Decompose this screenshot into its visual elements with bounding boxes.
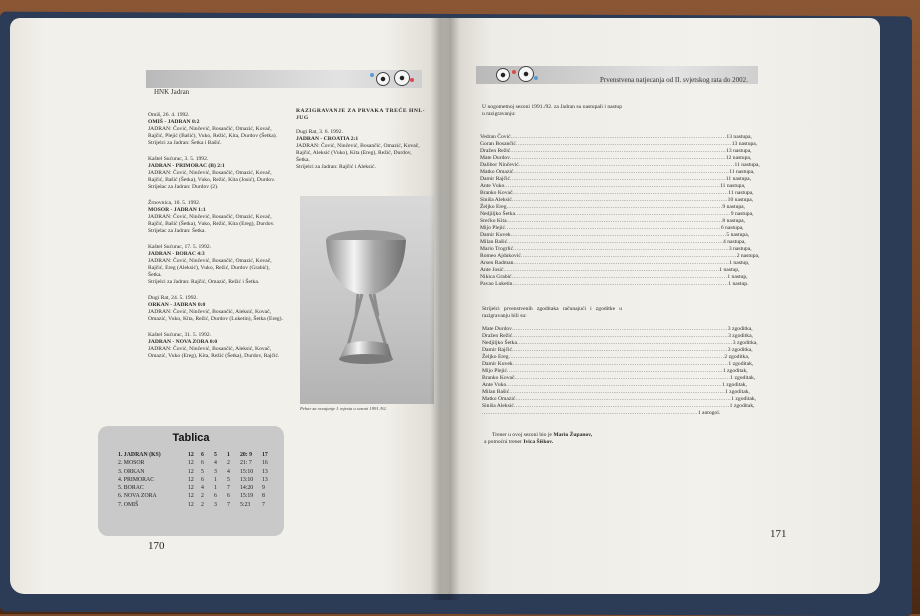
trophy-photo xyxy=(300,196,434,404)
table-value-cell: 7 xyxy=(227,485,230,492)
table-value-cell: 4 xyxy=(214,460,217,467)
player-count: 4 nastupa, xyxy=(723,239,746,245)
table-row xyxy=(118,502,275,510)
playoff-scorers: Strijelci za Jadran: Rajčić i Aleksić. xyxy=(296,164,376,170)
match-result: OMIŠ - JADRAN 0:2 xyxy=(148,119,200,125)
table-value-cell: 3 xyxy=(214,501,217,508)
player-count: 1 nastup, xyxy=(729,260,750,266)
appearance-row xyxy=(480,148,752,155)
player-name: Mijo Plejić xyxy=(480,225,506,231)
player-count: 2 nastupa, xyxy=(736,253,760,259)
scorers-intro: Strijelci prvenstvenih zgoditaka računajući i zgoditke u razigravanju bili su: xyxy=(482,306,622,319)
player-name: Pavao Luketin xyxy=(480,281,513,287)
player-count: 8 nastupa, xyxy=(722,218,746,224)
match-place-date: Kaštel Sućurac, 17. 5. 1992. xyxy=(148,244,212,250)
player-count: 1 zgoditak, xyxy=(728,361,754,367)
scorer-row xyxy=(482,368,748,375)
dot-leader: ........................................................................................................................ xyxy=(514,211,731,217)
table-value-cell: 6 xyxy=(201,452,204,458)
dot-leader: ........................................................................................................................ xyxy=(505,225,721,231)
match-scorers: Strijelci za Jadran: Šetka i Bašić. xyxy=(148,140,222,146)
match-lineup: JADRAN: Čović, Ninčević, Bosančić, Aleksić, Kovač, Omazić, Vuko (Ereg), Kita, Režić (Šetka), Durdov, Rajčić. xyxy=(148,346,280,359)
scorer-row xyxy=(482,347,753,354)
match-entry xyxy=(148,112,284,147)
match-result: MOSOR - JADRAN 1:1 xyxy=(148,207,206,213)
scorer-row xyxy=(482,382,747,389)
coach-line-1: Trener u ovoj sezoni bio je xyxy=(492,432,552,438)
match-lineup: JADRAN: Čović, Ninčević, Bosančić, Aleksić, Kovač, Omazić, Vuko, Kita, Režić, Durdov (Luketin), Šetka (Ereg). xyxy=(148,309,283,322)
playoff-section xyxy=(296,108,426,171)
match-place-date: Dugi Rat, 24. 5. 1992. xyxy=(148,295,198,301)
player-name: Milan Bašić xyxy=(482,389,510,395)
dot-leader: ........................................................................................................................ xyxy=(509,389,726,395)
dot-leader: ........................................................................................................................ xyxy=(512,190,729,196)
scorer-row xyxy=(482,389,750,396)
appearance-row xyxy=(480,190,754,197)
player-count: 2 zgoditka, xyxy=(724,354,750,360)
appearance-row xyxy=(480,225,744,232)
table-value-cell: 15:19 xyxy=(240,493,254,500)
player-count: 3 nastupa, xyxy=(728,246,752,252)
player-name: Branko Kovač xyxy=(482,375,515,381)
appearance-row xyxy=(480,141,758,148)
table-value-cell: 6 xyxy=(201,460,204,467)
soccer-ball-icon xyxy=(496,68,510,82)
table-row xyxy=(118,493,275,501)
player-count: 1 zgoditak, xyxy=(722,368,748,374)
dot-leader: ........................................................................................................................ xyxy=(513,246,729,252)
player-name: Siniša Aleksić xyxy=(480,197,512,203)
open-book xyxy=(4,18,904,608)
match-place-date: Kaštel Sućurac, 3. 5. 1992. xyxy=(148,156,209,162)
dot-leader: ........................................................................................................................ xyxy=(511,347,728,353)
left-running-header: HNK Jadran xyxy=(154,88,190,96)
dot-leader: ........................................................................................................................ xyxy=(507,239,724,245)
scorer-row xyxy=(482,354,750,361)
player-count: 1 nastup, xyxy=(727,274,748,280)
dot-leader: ........................................................................................................................ xyxy=(508,354,725,360)
table-value-cell: 7 xyxy=(227,501,230,508)
table-value-cell: 7 xyxy=(262,501,265,508)
table-value-cell: 20: 9 xyxy=(240,452,253,458)
table-value-cell: 6 xyxy=(214,493,217,500)
match-entry xyxy=(148,156,284,191)
dot-leader: ........................................................................................................................ xyxy=(512,361,729,367)
appearance-row xyxy=(480,204,746,211)
dot-leader: ........................................................................................................................ xyxy=(509,155,726,161)
table-value-cell: 13 xyxy=(262,476,268,483)
dot-leader: ........................................................................................................................ xyxy=(513,260,730,266)
playoff-heading: RAZIGRAVANJE ZA PRVAKA TREĆE HNL-JUG xyxy=(296,108,426,121)
dot-leader: ........................................................................................................................ xyxy=(506,218,723,224)
match-result: JADRAN - NOVA ZORA 0:0 xyxy=(148,339,218,345)
player-name: Srećko Kita xyxy=(480,218,507,224)
table-value-cell: 6 xyxy=(201,476,204,483)
appearance-row xyxy=(480,274,748,281)
table-value-cell: 12 xyxy=(188,468,194,475)
player-count: 1 zgoditak, xyxy=(722,382,747,388)
player-count: 11 nastupa, xyxy=(728,190,754,196)
player-count: 5 nastupa, xyxy=(726,232,750,238)
soccer-ball-icon xyxy=(518,66,534,82)
player-name: Nedjiljko Šetka xyxy=(482,340,517,346)
scorer-row xyxy=(482,403,755,410)
dot-leader: ........................................................................................................................ xyxy=(506,382,723,388)
player-count: 3 zgoditka, xyxy=(728,333,753,339)
match-result: JADRAN - PRIMORAC (B) 2:1 xyxy=(148,163,225,169)
player-name: Mate Durdov xyxy=(480,155,510,161)
match-entry xyxy=(148,295,284,323)
table-value-cell: 15:10 xyxy=(240,468,254,475)
table-value-cell: 4 xyxy=(227,468,230,475)
table-value-cell: 12 xyxy=(188,485,194,492)
appearance-row xyxy=(480,169,755,176)
scorer-row xyxy=(482,375,756,382)
player-name: Milan Bašić xyxy=(480,239,508,245)
table-value-cell: 1 xyxy=(227,452,230,458)
coach-line-2: a pomoćni trener xyxy=(484,439,522,445)
player-count: 3 zgoditka, xyxy=(727,347,753,353)
standings-table xyxy=(118,452,275,510)
right-page xyxy=(448,18,880,594)
appearance-row xyxy=(480,155,752,162)
dot-leader: ........................................................................................................................ xyxy=(482,410,698,416)
match-scorers: Strijelac za Jadran: Durdov (2). xyxy=(148,184,219,190)
appearance-row xyxy=(480,176,752,183)
table-team-cell: 5. BORAC xyxy=(118,485,144,492)
left-page-number: 170 xyxy=(148,540,165,552)
player-name: Dražen Režić xyxy=(482,333,513,339)
dot-leader: ........................................................................................................................ xyxy=(513,403,730,409)
table-value-cell: 17 xyxy=(262,452,268,458)
dot-leader: ........................................................................................................................ xyxy=(515,141,732,147)
dot-leader: ........................................................................................................................ xyxy=(510,148,727,154)
player-count: 1 zgoditak, xyxy=(730,375,756,381)
dot-leader: ........................................................................................................................ xyxy=(504,183,721,189)
player-count: 1 autogol. xyxy=(697,410,721,416)
player-name: Dalibor Ninčević xyxy=(480,162,519,168)
player-name: Ante Josić xyxy=(480,267,504,273)
player-count: 10 nastupa, xyxy=(727,197,754,203)
appearance-row xyxy=(480,162,760,169)
table-value-cell: 2 xyxy=(201,493,204,500)
trophy-icon xyxy=(300,196,434,404)
player-count: 1 nastup. xyxy=(728,281,749,287)
dot-leader: ........................................................................................................................ xyxy=(520,253,737,259)
appearance-row xyxy=(480,281,749,288)
player-count: 11 nastupa, xyxy=(734,162,760,168)
player-name: Matko Omazić xyxy=(482,396,516,402)
table-row xyxy=(118,452,275,460)
appearance-row xyxy=(480,197,754,204)
table-team-cell: 2. MOSOR xyxy=(118,460,145,467)
match-lineup: JADRAN: Čović, Ninčević, Bosančić, Omazić, Kovač, Rajčić, Plejić (Bašić), Vuko, Režić, Kita, Durdov (Šetka). xyxy=(148,126,277,139)
player-count: 11 nastupa, xyxy=(729,169,755,175)
soccer-ball-icon xyxy=(394,70,410,86)
player-name: Damir Kuvek xyxy=(482,361,513,367)
match-place-date: Kaštel Sućurac, 31. 5. 1992. xyxy=(148,332,212,338)
book-spine-shadow xyxy=(440,18,460,600)
dot-leader: ........................................................................................................................ xyxy=(514,375,731,381)
table-value-cell: 2 xyxy=(201,501,204,508)
table-value-cell: 12 xyxy=(188,493,194,500)
left-page xyxy=(10,18,450,594)
match-place-date: Žrnovnica, 10. 5. 1992. xyxy=(148,200,201,206)
table-value-cell: 2 xyxy=(227,460,230,467)
table-value-cell: 4 xyxy=(201,485,204,492)
player-name: Mijo Plejić xyxy=(482,368,508,374)
appearance-row xyxy=(480,253,760,260)
dot-leader: ........................................................................................................................ xyxy=(512,281,729,287)
match-entry xyxy=(148,200,284,235)
right-page-number: 171 xyxy=(770,528,787,540)
player-name: Siniša Aleksić xyxy=(482,403,514,409)
scorer-row xyxy=(482,361,754,368)
table-value-cell: 5:23 xyxy=(240,501,251,508)
appearance-row xyxy=(480,134,752,141)
dot-leader: ........................................................................................................................ xyxy=(506,204,723,210)
table-value-cell: 16 xyxy=(262,460,268,467)
dot-leader: ........................................................................................................................ xyxy=(518,162,735,168)
table-value-cell: 3 xyxy=(214,468,217,475)
playoff-place-date: Dugi Rat, 3. 6. 1992. xyxy=(296,129,343,135)
appearance-row xyxy=(480,267,740,274)
appearance-row xyxy=(480,260,750,267)
table-value-cell: 12 xyxy=(188,460,194,467)
playoff-lineup: JADRAN: Čović, Ninčević, Bosančić, Omazić, Kovač, Rajčić, Aleksić (Vuko), Kita (Ereg), Režić, Durdov, Šetka. xyxy=(296,143,420,163)
match-entry xyxy=(148,244,284,286)
table-value-cell: 1 xyxy=(214,485,217,492)
table-value-cell: 5 xyxy=(227,476,230,483)
player-name: Goran Bosančić xyxy=(480,141,516,147)
player-name: Damir Rajčić xyxy=(482,347,512,353)
dot-leader: ........................................................................................................................ xyxy=(510,134,727,140)
player-name: Nedjiljko Šetka xyxy=(480,211,515,217)
player-count: 1 nastup, xyxy=(719,267,740,273)
player-count: 9 nastupa, xyxy=(722,204,746,210)
table-value-cell: 14:20 xyxy=(240,485,254,492)
player-name: Dražen Režić xyxy=(480,148,511,154)
dot-leader: ........................................................................................................................ xyxy=(516,340,733,346)
match-place-date: Omiš, 26. 4. 1992. xyxy=(148,112,190,118)
match-list xyxy=(148,112,284,369)
player-name: Željko Ereg xyxy=(482,354,509,360)
table-team-cell: 3. ORKAN xyxy=(118,468,145,475)
table-team-cell: 6. NOVA ZORA xyxy=(118,493,157,500)
soccer-ball-icon xyxy=(376,72,390,86)
match-scorers: Strijelci za Jadran: Rajčić, Omazić, Režić i Šetka. xyxy=(148,279,260,285)
player-name: Mate Durdov xyxy=(482,326,512,332)
dot-leader: ........................................................................................................................ xyxy=(511,326,728,332)
dot-leader: ........................................................................................................................ xyxy=(509,176,726,182)
table-team-cell: 1. JADRAN (KS) xyxy=(118,452,161,458)
player-count: 1 zgoditak, xyxy=(731,396,757,402)
player-name: Ante Vuko xyxy=(480,183,505,189)
table-value-cell: 5 xyxy=(201,468,204,475)
scorers-list xyxy=(482,326,758,417)
photo-caption: Pehar za osvajanje I. mjesta u sezoni 1991./92. xyxy=(300,406,387,411)
red-dot-icon xyxy=(410,78,414,82)
player-name: Matko Omazić xyxy=(480,169,514,175)
match-result: ORKAN - JADRAN 0:0 xyxy=(148,302,206,308)
player-name: Branko Kovač xyxy=(480,190,513,196)
table-value-cell: 8 xyxy=(262,493,265,500)
table-value-cell: 13:10 xyxy=(240,476,254,483)
scorer-row xyxy=(482,333,753,340)
table-row xyxy=(118,485,275,493)
player-name: Damir Rajčić xyxy=(480,176,510,182)
match-scorers: Strijelac za Jadran: Šetka. xyxy=(148,228,206,234)
player-count: 6 nastupa, xyxy=(720,225,744,231)
blue-dot-icon xyxy=(534,76,538,80)
appearance-row xyxy=(480,211,754,218)
table-value-cell: 21: 7 xyxy=(240,460,252,467)
dot-leader: ........................................................................................................................ xyxy=(511,197,728,203)
appearance-row xyxy=(480,246,752,253)
scorer-row xyxy=(482,326,753,333)
player-count: 11 nastupa, xyxy=(725,176,752,182)
scorer-row xyxy=(482,340,758,347)
player-count: 3 zgoditka, xyxy=(732,340,758,346)
scorer-row xyxy=(482,396,757,403)
player-name: Željko Ereg xyxy=(480,204,507,210)
player-name: Mario Trogrlić xyxy=(480,246,514,252)
match-lineup: JADRAN: Čović, Ninčević, Bosančić, Omazić, Kovač, Rajčić, Bašić (Šetka), Vuko, Režić, Kita (Josić), Durdov. xyxy=(148,170,276,183)
coach-note xyxy=(484,432,630,446)
playoff-result: JADRAN - CROATIA 2:1 xyxy=(296,136,359,142)
blue-dot-icon xyxy=(370,73,374,77)
table-value-cell: 5 xyxy=(214,452,217,458)
match-lineup: JADRAN: Čović, Ninčević, Bosančić, Omazić, Kovač, Rajčić, Bašić (Šetka), Vuko, Režić, Kita (Ereg), Durdov. xyxy=(148,214,275,227)
dot-leader: ........................................................................................................................ xyxy=(515,396,732,402)
right-running-header: Prvenstvena natjecanja od II. svjetskog rata do 2002. xyxy=(600,76,748,84)
dot-leader: ........................................................................................................................ xyxy=(503,267,720,273)
table-row xyxy=(118,469,275,477)
player-count: 12 nastupa, xyxy=(725,155,752,161)
appearance-row xyxy=(480,239,746,246)
player-name: Romeo Ajduković xyxy=(480,253,521,259)
match-entry xyxy=(148,332,284,360)
table-value-cell: 13 xyxy=(262,468,268,475)
table-team-cell: 4. PRIMORAC xyxy=(118,476,155,483)
player-count: 3 zgoditka, xyxy=(727,326,753,332)
player-name: Arsen Radman xyxy=(480,260,514,266)
appearance-row xyxy=(480,183,746,190)
dot-leader: ........................................................................................................................ xyxy=(507,368,723,374)
assistant-name: Ivica Šiškov. xyxy=(523,439,554,445)
table-value-cell: 12 xyxy=(188,501,194,508)
table-team-cell: 7. OMIŠ xyxy=(118,501,139,508)
table-row xyxy=(118,460,275,468)
player-name: Damir Kuvek xyxy=(480,232,511,238)
dot-leader: ........................................................................................................................ xyxy=(513,169,730,175)
player-name: Vedran Čović xyxy=(480,134,511,140)
player-name: Ante Vuko xyxy=(482,382,507,388)
player-count: 13 nastupa, xyxy=(731,141,758,147)
match-lineup: JADRAN: Čović, Ninčević, Bosančić, Omazić, Kovač, Rajčić, Ereg (Aleksić), Vuko, Režić, Durdov (Grabić), Šetka. xyxy=(148,258,272,278)
player-count: 9 nastupa, xyxy=(730,211,754,217)
player-name: Nikica Grabić xyxy=(480,274,512,280)
coach-name: Mario Županov, xyxy=(553,432,593,438)
player-count: 1 zgoditak, xyxy=(725,389,750,395)
table-row xyxy=(118,477,275,485)
table-title: Tablica xyxy=(172,432,210,444)
player-count: 11 nastupa, xyxy=(720,183,746,189)
table-value-cell: 12 xyxy=(188,452,194,458)
player-count: 1 zgoditak, xyxy=(729,403,755,409)
red-dot-icon xyxy=(512,70,516,74)
table-value-cell: 6 xyxy=(227,493,230,500)
dot-leader: ........................................................................................................................ xyxy=(512,333,729,339)
appearances-intro: U nogometnoj sezoni 1991./92. za Jadran su nastupali i nastup u razigravanju: xyxy=(482,104,622,117)
table-value-cell: 12 xyxy=(188,476,194,483)
league-table xyxy=(98,426,284,536)
table-value-cell: 9 xyxy=(262,485,265,492)
player-count: 13 nastupa, xyxy=(726,148,752,154)
dot-leader: ........................................................................................................................ xyxy=(511,274,728,280)
match-result: JADRAN - BORAC 4:3 xyxy=(148,251,205,257)
player-count: 13 nastupa, xyxy=(726,134,752,140)
scorer-row xyxy=(482,410,721,417)
appearance-row xyxy=(480,218,746,225)
dot-leader: ........................................................................................................................ xyxy=(510,232,727,238)
table-value-cell: 1 xyxy=(214,476,217,483)
appearances-list xyxy=(480,134,760,288)
appearance-row xyxy=(480,232,750,239)
